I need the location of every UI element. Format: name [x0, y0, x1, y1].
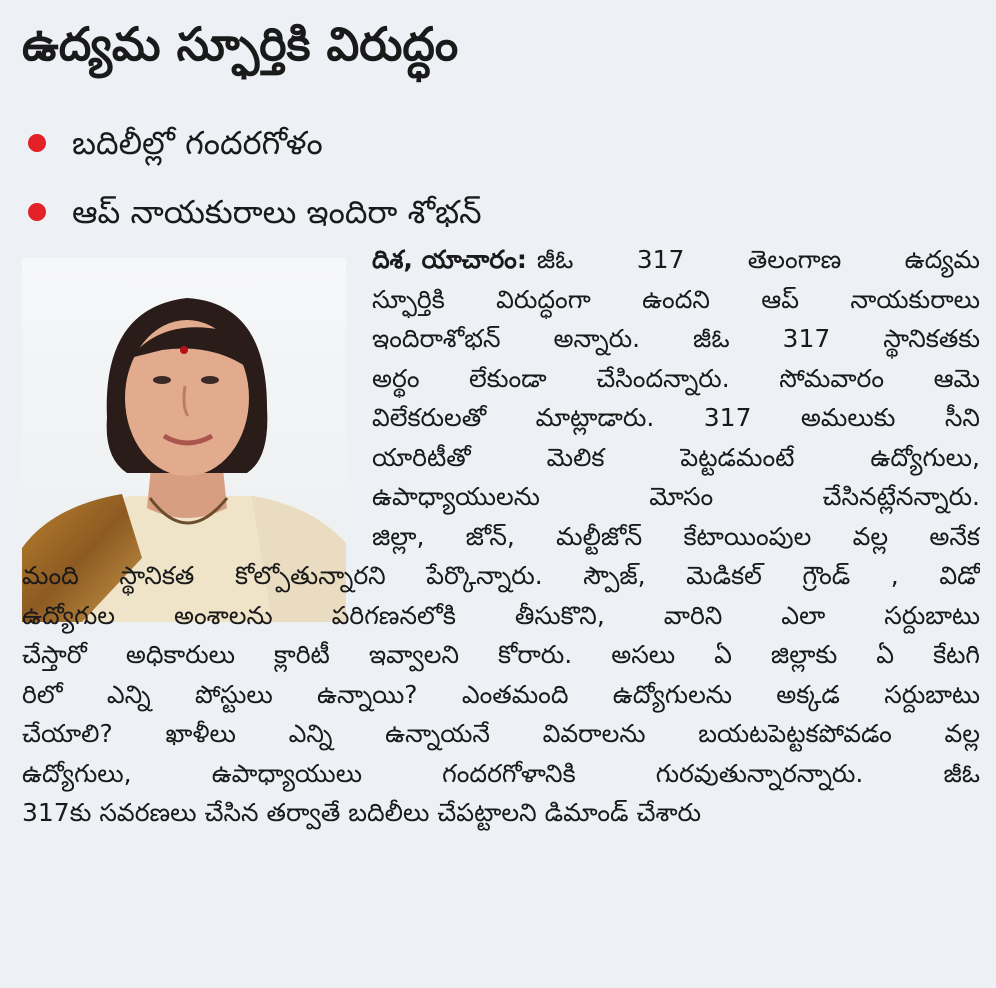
article-line: [372, 438, 980, 478]
article-line-text: 317కు సవరణలు చేసిన తర్వాతే బదిలీలు చేపట్టాలని డిమాండ్ చేశారు: [22, 798, 701, 827]
article-line: [372, 240, 980, 280]
article-line: [372, 359, 980, 399]
article-line-text: జిల్లా, జోన్, మల్టీజోన్ కేటాయింపుల వల్ల అనేక: [372, 521, 980, 551]
headline: ఉద్యమ స్ఫూర్తికి విరుద్ధం: [22, 17, 459, 71]
article-line: [372, 398, 980, 438]
bullet-dot-icon: [28, 134, 46, 152]
bullet-text: ఆప్ నాయకురాలు ఇందిరా శోభన్: [72, 193, 482, 231]
article-line: [372, 319, 980, 359]
bullet-text: బదిలీల్లో గందరగోళం: [72, 124, 323, 162]
article-line: [22, 596, 980, 636]
article-line-text: ఉపాధ్యాయులను మోసం చేసినట్లేనన్నారు.: [372, 482, 980, 511]
article-line-text: యారిటీతో మెలిక పెట్టడమంటే ఉద్యోగులు,: [372, 442, 980, 472]
article-line-text: చేయాలి? ఖాళీలు ఎన్ని ఉన్నాయనే వివరాలను బయటపెట్టకపోవడం వల్ల: [22, 719, 980, 748]
article-line: [22, 556, 980, 596]
article-line: [22, 754, 980, 794]
article-line-text: ఉద్యోగులు, ఉపాధ్యాయులు గందరగోళానికి గురవుతున్నారన్నారు. జీఓ: [22, 758, 980, 788]
article-line-text: స్ఫూర్తికి విరుద్ధంగా ఉందని ఆప్ నాయకురాలు: [372, 284, 980, 314]
bullet-item-2: [28, 190, 482, 234]
article-body: [22, 240, 980, 833]
article-line-text: రిలో ఎన్ని పోస్టులు ఉన్నాయి? ఎంతమంది ఉద్యోగులను అక్కడ సర్దుబాటు: [22, 679, 980, 709]
article-line-text: చేస్తారో అధికారులు క్లారిటీ ఇవ్వాలని కోరారు. అసలు ఏ జిల్లాకు ఏ కేటగి: [22, 640, 980, 669]
bullet-dot-icon: [28, 203, 46, 221]
article-line-text: మంది స్థానికత కోల్పోతున్నారని పేర్కొన్నారు. స్పౌజ్, మెడికల్ గ్రౌండ్ , విడో: [22, 561, 980, 590]
article-line-text: ఇందిరాశోభన్ అన్నారు. జీఓ 317 స్థానికతకు: [372, 324, 980, 353]
article-line: [22, 714, 980, 754]
bullet-item-1: [28, 121, 323, 165]
article-line-text: ఉద్యోగుల అంశాలను పరిగణనలోకి తీసుకొని, వారిని ఎలా సర్దుబాటు: [22, 600, 980, 630]
article-line: [22, 793, 980, 833]
article-line-text: విలేకరులతో మాట్లాడారు. 317 అమలుకు సీని: [372, 403, 980, 432]
article-line-text: అర్థం లేకుండా చేసిందన్నారు. సోమవారం ఆమె: [372, 363, 980, 393]
dateline: దిశ, యాచారం:: [372, 245, 527, 274]
article-line: [22, 635, 980, 675]
article-line-text: జీఓ 317 తెలంగాణ ఉద్యమ: [536, 245, 980, 274]
article-line: [372, 517, 980, 557]
article-line: [372, 477, 980, 517]
article-line: [372, 280, 980, 320]
article-line: [22, 675, 980, 715]
